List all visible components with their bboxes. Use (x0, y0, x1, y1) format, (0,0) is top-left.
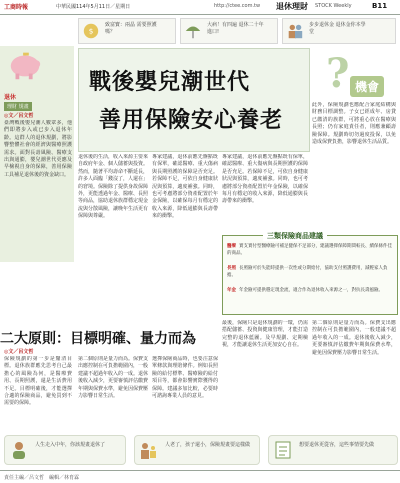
teaser-card[interactable] (282, 18, 396, 44)
coin-icon (82, 22, 100, 40)
info-row-value: 年金險可提供穩定現金流，適合作為退休收入來源之一，對抗長壽風險。 (239, 288, 383, 293)
teaser-text: 大病！有四遍 退休二十年 進口! (207, 22, 264, 35)
question-mark-icon: ? (326, 50, 350, 97)
info-box (222, 232, 398, 315)
teaser-card[interactable] (78, 18, 176, 44)
people-icon (286, 22, 304, 40)
page-header (0, 0, 400, 15)
related-card-text: 想要退休更從容，這些事情要先做 (299, 442, 375, 448)
article-column: 專家建議，退休前應先盤點既有保單，確認醫療、重大傷病與長期照護的保障是否充足。若保障不足，可依自身健康狀況與預算，適度補強。同時，也可考慮將部分資產配置於年金保險，以確保每月有穩定的收入來源，降低通膨與長壽帶來的衝擊。 (222, 154, 308, 205)
family-icon (139, 440, 159, 460)
headline-line-1: 戰後嬰兒潮世代 (89, 69, 251, 95)
article-column: 保險規劃的第一步是釐清目標。退休族群應先思考自己最擔心的風險為何，是醫療費用、長期照護，還是生活費用不足。目標明確後，才能選擇合適的保險商品，避免買到不需要的保障。 (4, 356, 72, 407)
byline: ◎文／呂文哲 (4, 349, 34, 355)
page-number: B11 (372, 2, 388, 10)
article-column: 最後，保險只是退休規劃的一環，仍需搭配儲蓄、投資與健康管理，才能打造完整的退休藍圖。及早規劃、定期檢視，才能讓退休生活更加安心自在。 (222, 320, 308, 349)
checklist-icon (273, 440, 293, 460)
article-column: 此外，保險規劃也應配合家庭結構與財務目標調整。子女已經成年、房貸已繳清的族群，可將重心放在醫療與長照；仍有家庭責任者，則應兼顧壽險保障。規劃時切勿過度投保，以免造成保費負擔，影響退休生活品質。 (312, 102, 396, 146)
page-footer (0, 470, 400, 483)
related-card[interactable] (4, 435, 126, 465)
article-column: 第二個原則是量力而為。保費支出應控制在可負擔範圍內，一般建議不超過年收入的一成。退休後收入減少，更要審慎評估繳費年期與保費水準，避免因保費壓力影響日常生活。 (78, 356, 148, 400)
info-row-key: 醫療 (227, 244, 236, 249)
related-card[interactable] (268, 435, 398, 465)
newspaper-logo: 工商時報 (4, 4, 29, 11)
article-column: 專家建議，退休前應先盤點既有保單，確認醫療、重大傷病與長期照護的保障是否充足。若保障不足，可依自身健康狀況與預算，適度補強。同時，也可考慮將部分資產配置於年金保險，以確保每月有穩定的收入來源，降低通膨與長壽帶來的衝擊。 (152, 154, 218, 220)
related-card-text: 人老了，孩子還小，保險規畫要這樣做 (165, 442, 251, 448)
site-url[interactable]: http://ctee.com.tw (214, 3, 261, 9)
article-column: 退休後的生活，收入來源主要來自政府年金、個人儲蓄與投資。然而，隨著平均壽命不斷延長，許多人面臨「錢沒了，人還在」的窘境。保險除了提供身故保障外，更能透過年金、醫療、長照等商品，協助退休族群穩定現金流與分散風險，讓晚年生活更有保障與尊嚴。 (78, 154, 148, 220)
info-box-title: 三類保險商品建議 (263, 231, 327, 241)
article-column: 臺灣戰後嬰兒潮人數眾多，他們即將步入或已步入退休年齡。這群人的退休規劃，將影響整體社會的經濟與醫療照護需求。面對長壽風險、醫療支出與通膨，嬰兒潮世代更應及早檢視自身的保障，善用保險工具補足退休後的資金缺口。 (4, 120, 72, 178)
teaser-text: 致富寶：兩晶 需要照護嗎？ (105, 22, 157, 35)
headline-line-2: 善用保險安心養老 (99, 107, 284, 133)
info-row-value: 實支實付型醫療險可補足健保不足部分，建議選擇保障期間較長、續保條件佳的商品。 (227, 244, 392, 256)
info-row-key: 年金 (227, 288, 236, 293)
footer-credits: 責任主編／呂文哲 編輯／林育霖 (4, 475, 80, 481)
headline-box (78, 48, 310, 152)
svg-text:$: $ (88, 26, 94, 36)
lead-badge: 理財 規畫 (4, 102, 32, 111)
info-row (227, 244, 393, 257)
subheadline: 二大原則：目標明確、量力而為 (0, 331, 196, 347)
article-column: 選擇保險商品時，也要注意保單條款與理賠條件。例如長照險的給付標準、醫療險的給付項目等，都會影響實際獲得的保障。建議多加比較，必要時可諮詢專業人員的意見。 (152, 356, 218, 400)
weekly-label: STOCK Weekly (315, 3, 352, 9)
opportunity-label: 機會 (350, 76, 384, 97)
piggy-bank-icon (6, 48, 44, 82)
section-title: 退休理財 (276, 2, 308, 11)
related-card[interactable] (134, 435, 260, 465)
byline: ◎文／呂文哲 (4, 113, 34, 119)
info-row (227, 288, 393, 295)
related-card-text: 人生走入中年，你該規畫退休了 (35, 442, 106, 448)
article-column: 第二個原則是量力而為。保費支出應控制在可負擔範圍內，一般建議不超過年收入的一成。退休後收入減少，更要審慎評估繳費年期與保費水準，避免因保費壓力影響日常生活。 (312, 320, 396, 356)
info-row (227, 266, 393, 279)
teaser-card[interactable] (180, 18, 278, 44)
info-row-value: 長照險可於失能時提供一次性或分期給付，協助支付照護費用，減輕家人負擔。 (227, 266, 388, 278)
umbrella-icon (184, 22, 202, 40)
info-row-key: 長照 (227, 266, 236, 271)
issue-date: 中華民國114年5月11日／星期日 (56, 4, 131, 10)
lead-label: 退休 (4, 94, 17, 101)
teaser-text: 步步退休金 退休金你本學堂 (309, 22, 366, 35)
person-icon (9, 440, 29, 460)
